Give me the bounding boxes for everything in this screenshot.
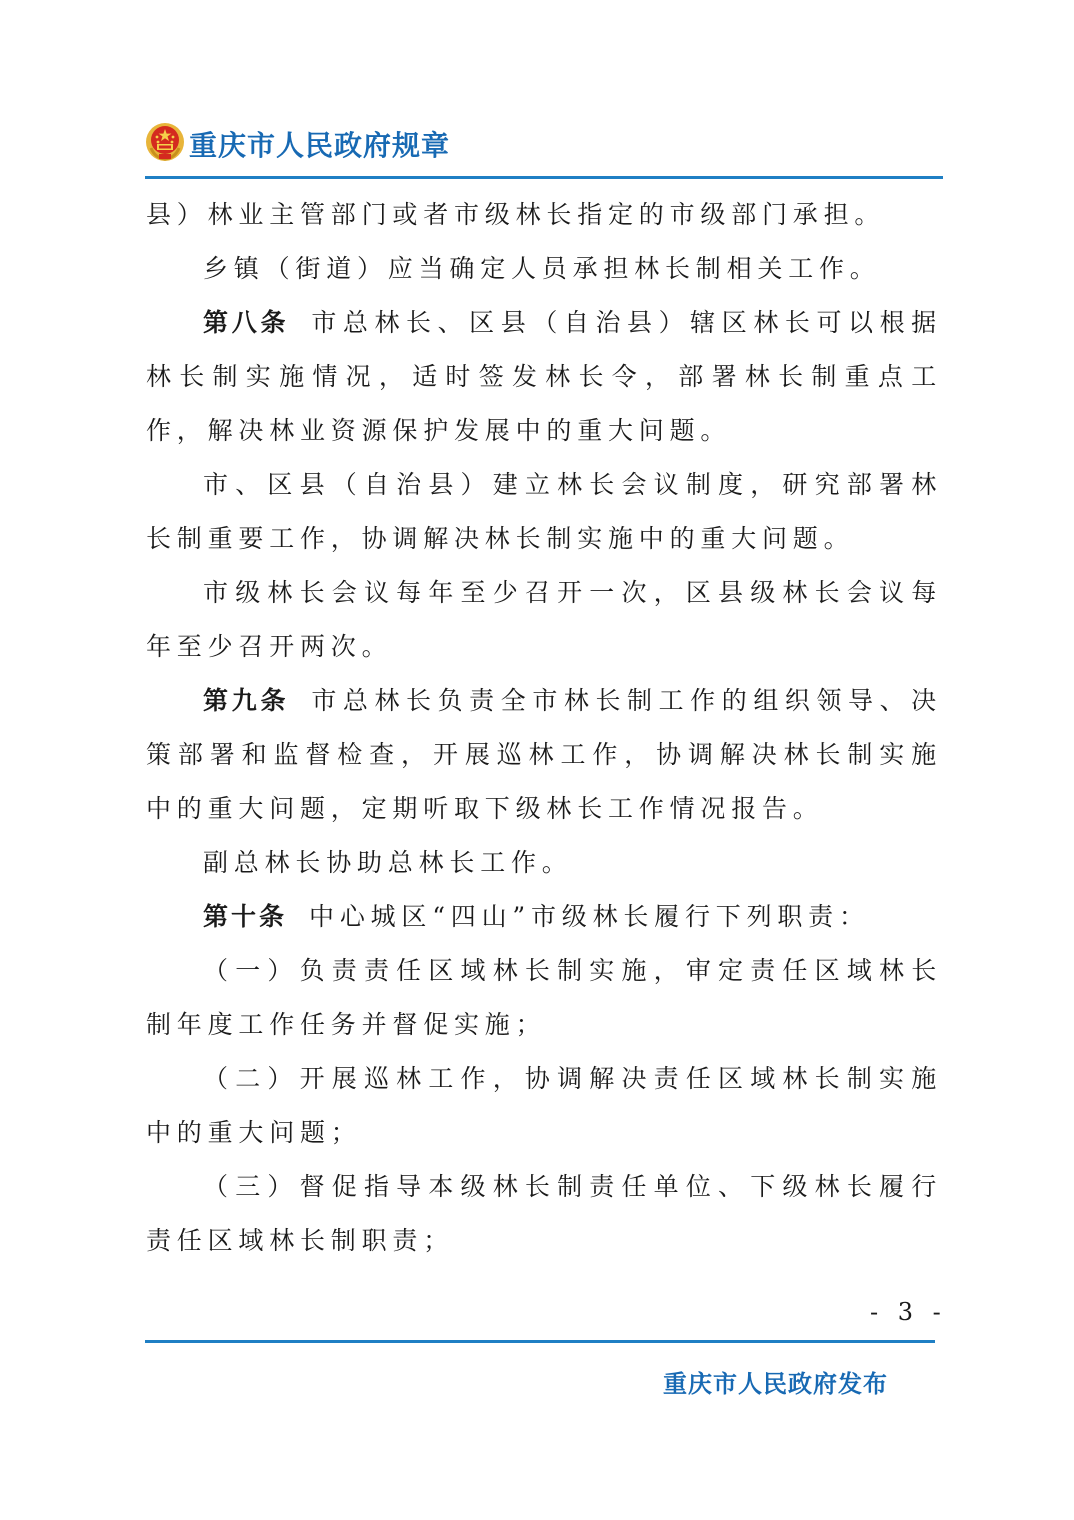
page-number: - 3 - [870, 1298, 947, 1326]
article-heading: 第九条 [203, 686, 290, 715]
paragraph: 市、区县（自治县）建立林长会议制度，研究部署林长制重要工作，协调解决林长制实施中的重大问题。 [146, 470, 942, 553]
document-body [146, 188, 942, 1268]
article-paragraph [146, 674, 942, 836]
paragraph: 副总林长协助总林长工作。 [203, 848, 573, 877]
list-item: （一）负责责任区域林长制实施，审定责任区域林长制年度工作任务并督促实施； [146, 956, 942, 1039]
list-item: （二）开展巡林工作，协调解决责任区域林长制实施中的重大问题； [146, 1064, 942, 1147]
article-text: 市总林长、区县（自治县）辖区林长可以根据林长制实施情况，适时签发林长令，部署林长制重点工作，解决林业资源保护发展中的重大问题。 [146, 308, 942, 445]
article-text: 中心城区“四山”市级林长履行下列职责： [309, 902, 870, 931]
article-text: 市总林长负责全市林长制工作的组织领导、决策部署和监督检查，开展巡林工作，协调解决林长制实施中的重大问题，定期听取下级林长工作情况报告。 [146, 686, 942, 823]
article-heading: 第八条 [203, 308, 290, 337]
footer-publisher: 重庆市人民政府发布 [663, 1370, 888, 1398]
article-heading: 第十条 [203, 902, 288, 931]
paragraph: 县）林业主管部门或者市级林长指定的市级部门承担。 [146, 200, 886, 229]
national-emblem-icon [145, 122, 185, 162]
header-divider [145, 176, 943, 179]
paragraph: 市级林长会议每年至少召开一次，区县级林长会议每年至少召开两次。 [146, 578, 942, 661]
page-header [145, 118, 943, 178]
paragraph: 乡镇（街道）应当确定人员承担林长制相关工作。 [203, 254, 881, 283]
header-title: 重庆市人民政府规章 [189, 129, 451, 162]
footer-divider [145, 1340, 935, 1343]
article-paragraph [146, 296, 942, 458]
article-paragraph [146, 890, 942, 944]
list-item: （三）督促指导本级林长制责任单位、下级林长履行责任区域林长制职责； [146, 1172, 942, 1255]
